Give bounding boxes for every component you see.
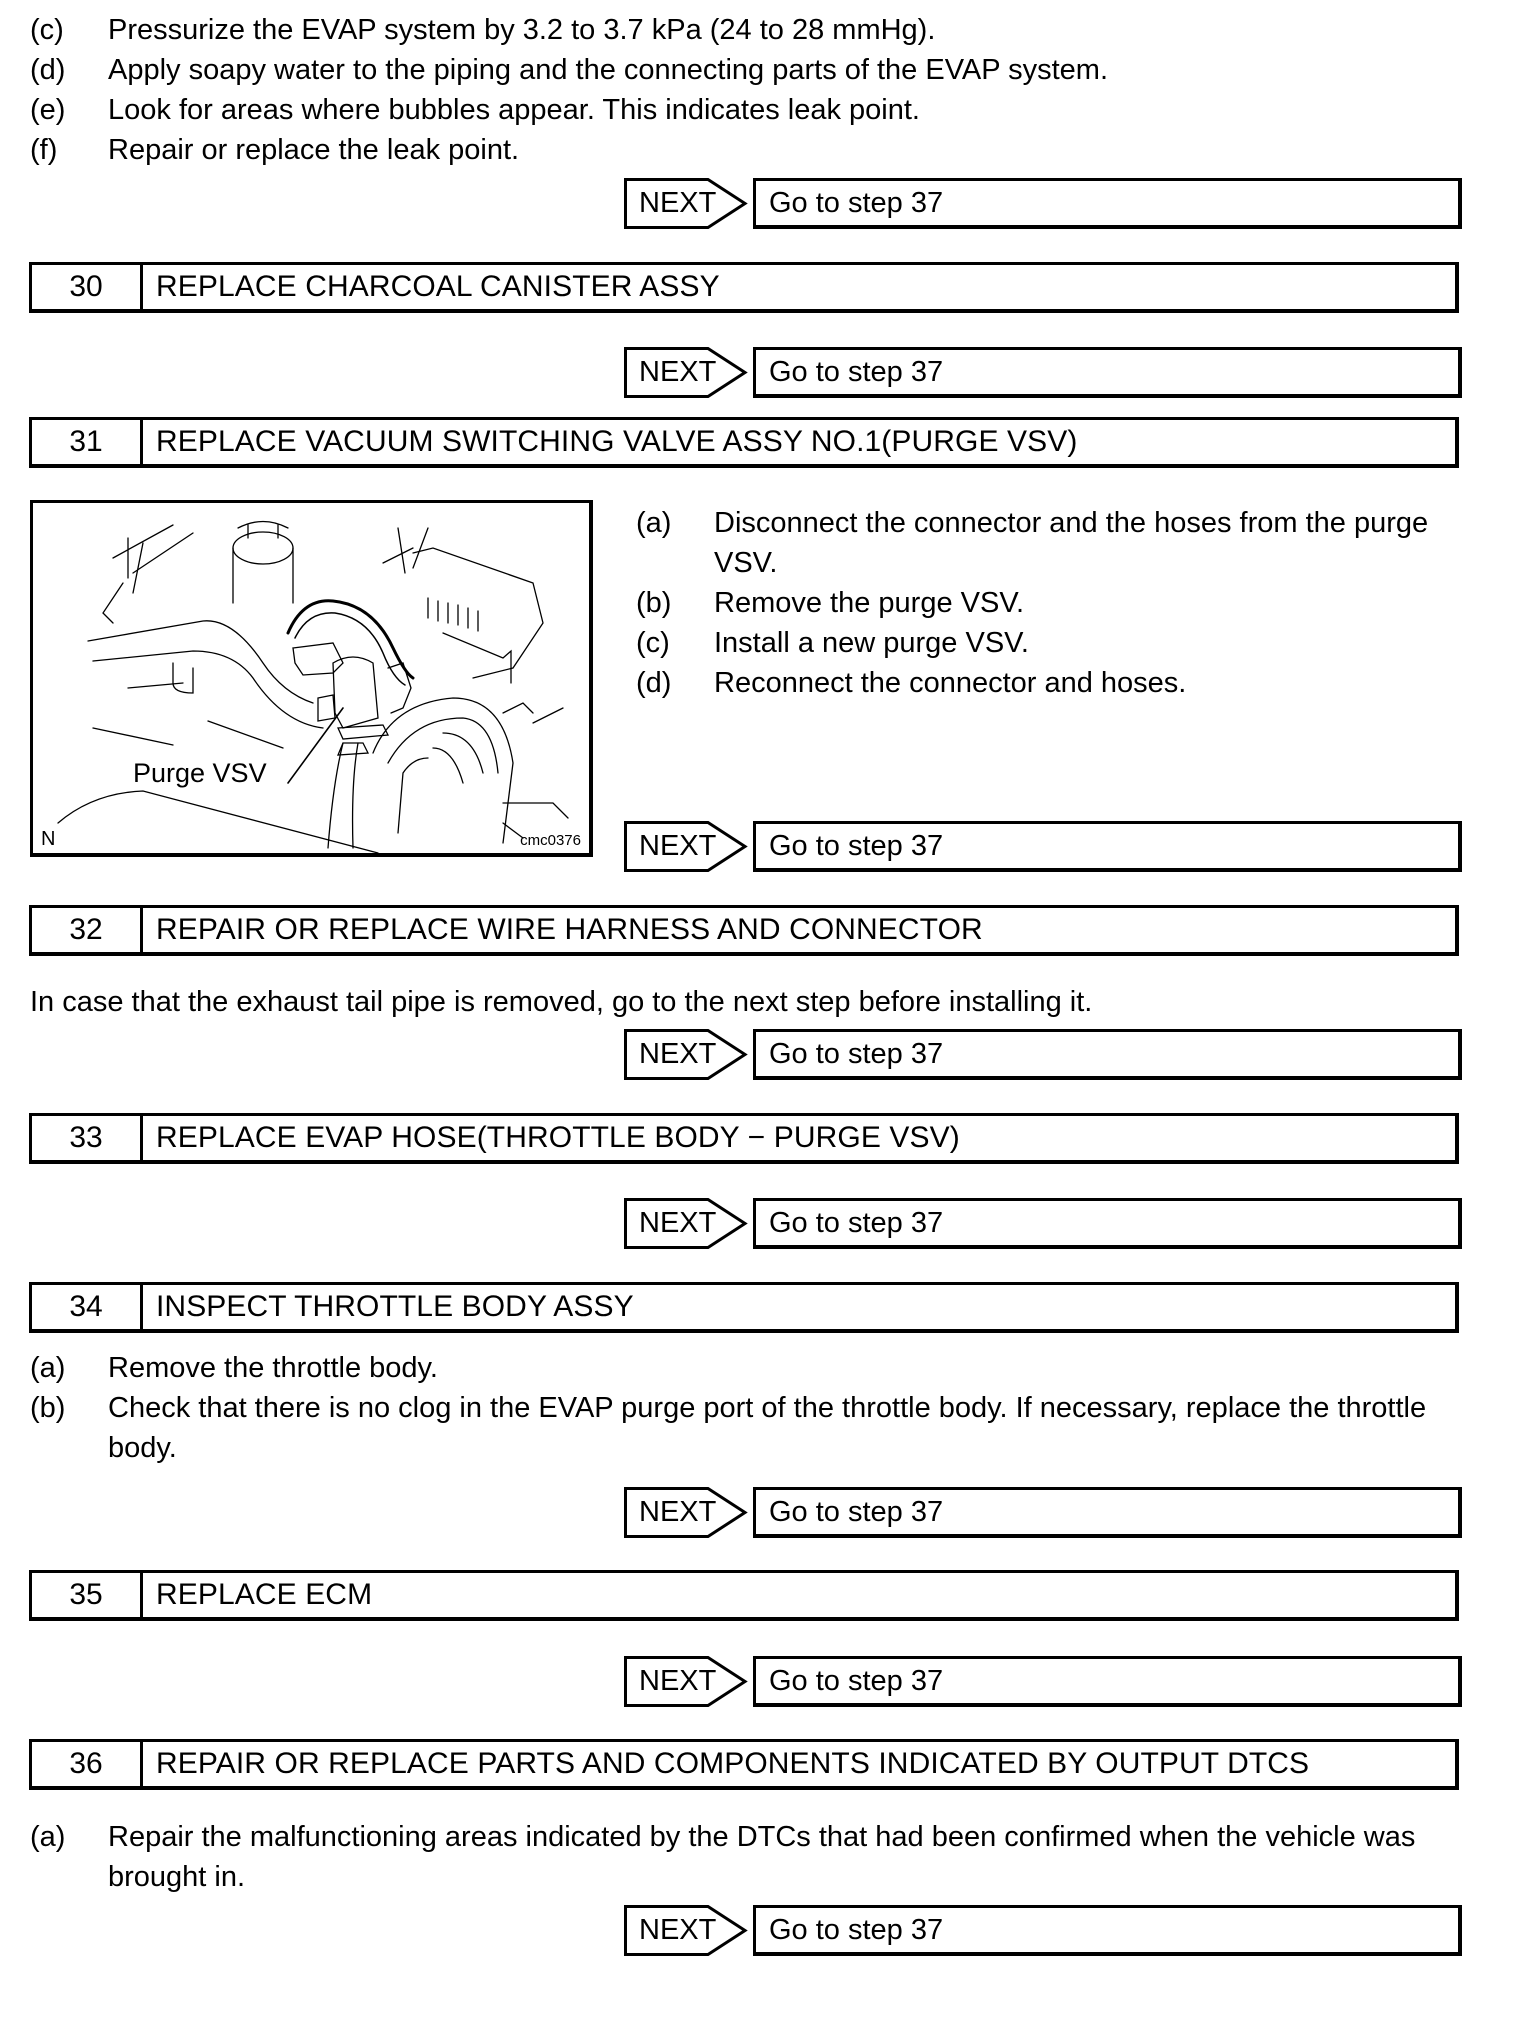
step-number: 36 bbox=[32, 1742, 143, 1786]
figure-code: cmc0376 bbox=[520, 832, 581, 849]
step-title: REPAIR OR REPLACE PARTS AND COMPONENTS INDICATED BY OUTPUT DTCS bbox=[156, 1747, 1310, 1780]
list-item bbox=[30, 10, 1470, 50]
step-title: REPLACE ECM bbox=[156, 1578, 373, 1611]
step-header-31 bbox=[29, 417, 1459, 468]
list-item bbox=[636, 663, 1462, 703]
engine-bay-drawing-icon bbox=[33, 503, 589, 853]
list-text: Apply soapy water to the piping and the connecting parts of the EVAP system. bbox=[108, 54, 1109, 86]
next-button[interactable] bbox=[624, 1029, 748, 1080]
step-title: INSPECT THROTTLE BODY ASSY bbox=[156, 1290, 634, 1323]
step-number: 32 bbox=[32, 908, 143, 952]
step-header-33 bbox=[29, 1113, 1459, 1164]
step-number: 31 bbox=[32, 420, 143, 464]
list-text: Install a new purge VSV. bbox=[714, 627, 1029, 659]
list-marker: (c) bbox=[30, 14, 64, 46]
list-marker: (b) bbox=[30, 1392, 66, 1424]
list-text: Reconnect the connector and hoses. bbox=[714, 667, 1187, 699]
next-button[interactable] bbox=[624, 178, 748, 229]
list-text: Remove the purge VSV. bbox=[714, 587, 1025, 619]
go-to-step-link[interactable]: Go to step 37 bbox=[753, 821, 1462, 872]
list-text: Repair or replace the leak point. bbox=[108, 134, 520, 166]
next-label: NEXT bbox=[639, 356, 717, 388]
next-action-row bbox=[624, 178, 1462, 229]
next-action-row bbox=[624, 1029, 1462, 1080]
step-header-30 bbox=[29, 262, 1459, 313]
list-text: Check that there is no clog in the EVAP purge port of the throttle body. If necessary, replace the throttle body. bbox=[108, 1392, 1427, 1464]
next-button[interactable] bbox=[624, 347, 748, 398]
next-action-row bbox=[624, 1905, 1462, 1956]
list-marker: (d) bbox=[636, 667, 672, 699]
step-title: REPLACE CHARCOAL CANISTER ASSY bbox=[156, 270, 720, 303]
list-marker: (f) bbox=[30, 134, 58, 166]
list-item bbox=[636, 623, 1462, 663]
purge-vsv-illustration bbox=[30, 500, 593, 857]
list-item bbox=[30, 1388, 1466, 1468]
step-title: REPLACE EVAP HOSE(THROTTLE BODY − PURGE VSV) bbox=[156, 1121, 960, 1154]
step-36-procedure-list bbox=[30, 1817, 1466, 1897]
next-label: NEXT bbox=[639, 1665, 717, 1697]
next-action-row bbox=[624, 1487, 1462, 1538]
step-header-32 bbox=[29, 905, 1459, 956]
step-title: REPAIR OR REPLACE WIRE HARNESS AND CONNECTOR bbox=[156, 913, 983, 946]
step-number: 30 bbox=[32, 265, 143, 309]
list-marker: (a) bbox=[636, 507, 672, 539]
list-item bbox=[636, 583, 1462, 623]
go-to-step-link[interactable]: Go to step 37 bbox=[753, 1905, 1462, 1956]
go-to-step-link[interactable]: Go to step 37 bbox=[753, 1198, 1462, 1249]
next-button[interactable] bbox=[624, 821, 748, 872]
purge-vsv-callout: Purge VSV bbox=[133, 758, 267, 788]
step-header-34 bbox=[29, 1282, 1459, 1333]
list-text: Repair the malfunctioning areas indicated by the DTCs that had been confirmed when the vehicle was brought in. bbox=[108, 1821, 1416, 1893]
next-action-row bbox=[624, 347, 1462, 398]
list-text: Pressurize the EVAP system by 3.2 to 3.7 kPa (24 to 28 mmHg). bbox=[108, 14, 936, 46]
next-button[interactable] bbox=[624, 1487, 748, 1538]
next-action-row bbox=[624, 821, 1462, 872]
list-marker: (a) bbox=[30, 1821, 66, 1853]
go-to-step-link[interactable]: Go to step 37 bbox=[753, 1656, 1462, 1707]
next-action-row bbox=[624, 1198, 1462, 1249]
go-to-step-link[interactable]: Go to step 37 bbox=[753, 178, 1462, 229]
step-header-36 bbox=[29, 1739, 1459, 1790]
next-button[interactable] bbox=[624, 1905, 748, 1956]
figure-corner-mark: N bbox=[41, 828, 56, 850]
list-marker: (e) bbox=[30, 94, 66, 126]
next-label: NEXT bbox=[639, 187, 717, 219]
next-button[interactable] bbox=[624, 1198, 748, 1249]
step-number: 34 bbox=[32, 1285, 143, 1329]
next-button[interactable] bbox=[624, 1656, 748, 1707]
next-label: NEXT bbox=[639, 830, 717, 862]
next-label: NEXT bbox=[639, 1038, 717, 1070]
list-text: Look for areas where bubbles appear. This indicates leak point. bbox=[108, 94, 920, 126]
list-marker: (d) bbox=[30, 54, 66, 86]
list-item bbox=[30, 90, 1470, 130]
go-to-step-link[interactable]: Go to step 37 bbox=[753, 1029, 1462, 1080]
list-item bbox=[30, 1817, 1466, 1897]
go-to-step-link[interactable]: Go to step 37 bbox=[753, 347, 1462, 398]
next-action-row bbox=[624, 1656, 1462, 1707]
intro-procedure-list bbox=[30, 10, 1470, 170]
list-marker: (c) bbox=[636, 627, 670, 659]
step-31-procedure-list bbox=[636, 503, 1462, 703]
next-label: NEXT bbox=[639, 1914, 717, 1946]
next-label: NEXT bbox=[639, 1496, 717, 1528]
go-to-step-link[interactable]: Go to step 37 bbox=[753, 1487, 1462, 1538]
list-text: Disconnect the connector and the hoses from the purge VSV. bbox=[714, 507, 1429, 579]
next-label: NEXT bbox=[639, 1207, 717, 1239]
list-marker: (b) bbox=[636, 587, 672, 619]
step-34-procedure-list bbox=[30, 1348, 1466, 1468]
step-number: 35 bbox=[32, 1573, 143, 1617]
list-text: Remove the throttle body. bbox=[108, 1352, 438, 1384]
list-item bbox=[30, 1348, 1466, 1388]
step-header-35 bbox=[29, 1570, 1459, 1621]
list-marker: (a) bbox=[30, 1352, 66, 1384]
step-32-note: In case that the exhaust tail pipe is removed, go to the next step before installing it. bbox=[30, 986, 1093, 1018]
step-title: REPLACE VACUUM SWITCHING VALVE ASSY NO.1(PURGE VSV) bbox=[156, 425, 1078, 458]
list-item bbox=[30, 130, 1470, 170]
list-item bbox=[636, 503, 1462, 583]
list-item bbox=[30, 50, 1470, 90]
step-number: 33 bbox=[32, 1116, 143, 1160]
